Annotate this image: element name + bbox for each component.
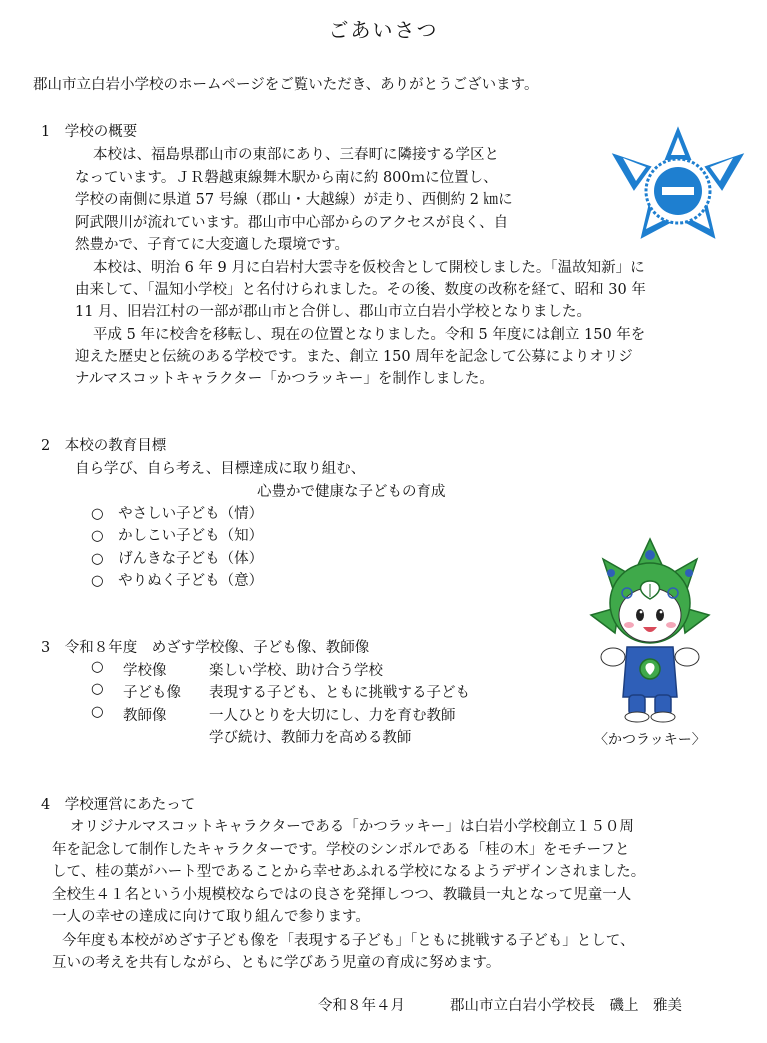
sec1-line: 然豊かで、子育てに大変適した環境です。 (75, 237, 350, 253)
sec1-line: ナルマスコットキャラクター「かつラッキー」を制作しました。 (75, 371, 494, 387)
vision-label: 教師像 (123, 708, 167, 724)
mascot-caption: 〈かつラッキー〉 (594, 732, 706, 748)
vision-bullet: ○ (91, 681, 104, 697)
vision-text: 表現する子ども、ともに挑戦する子ども (209, 685, 470, 701)
school-emblem-icon (606, 125, 750, 243)
sec4-line: 全校生４１名という小規模校ならではの良さを発揮しつつ、教職員一丸となって児童一人 (52, 887, 632, 903)
vision-text: 一人ひとりを大切にし、力を育む教師 (209, 708, 456, 724)
vision-text: 楽しい学校、助け合う学校 (209, 663, 383, 679)
page-title: ごあいさつ (328, 18, 439, 42)
sec1-line: なっています。ＪＲ磐越東線舞木駅から南に約 800ｍに位置し、 (75, 170, 498, 186)
vision-text-extra: 学び続け、教師力を高める教師 (209, 730, 412, 746)
section-1-heading: 1 学校の概要 (41, 124, 138, 140)
sec1-line: 迎えた歴史と伝統のある学校です。また、創立 150 周年を記念して公募によりオリジ (75, 349, 633, 365)
sec1-line: 本校は、福島県郡山市の東部にあり、三春町に隣接する学区と (93, 147, 499, 163)
sec1-line: 平成 5 年に校舎を移転し、現在の位置となりました。令和 5 年度には創立 150 年を (93, 327, 646, 343)
goal-item: ○ やりぬく子ども（意） (91, 573, 264, 589)
vision-label: 子ども像 (123, 685, 181, 701)
section-4-heading: 4 学校運営にあたって (41, 797, 196, 813)
sec4-line: 今年度も本校がめざす子ども像を「表現する子ども」「ともに挑戦する子ども」として、 (62, 933, 635, 949)
signature-author: 郡山市立白岩小学校長 磯上 雅美 (450, 998, 682, 1014)
sec1-line: 11 月、旧岩江村の一部が郡山市と合併し、郡山市立白岩小学校となりました。 (75, 304, 592, 320)
goal-line-1: 自ら学び、自ら考え、目標達成に取り組む、 (75, 461, 366, 477)
sec1-line: 学校の南側に県道 57 号線（郡山・大越線）が走り、西側約 2 ㎞に (75, 192, 513, 208)
vision-bullet: ○ (91, 704, 104, 720)
goal-item: ○ やさしい子ども（情） (91, 506, 264, 522)
sec1-line: 本校は、明治 6 年 9 月に白岩村大雲寺を仮校舎として開校しました。「温故知新」に (93, 260, 645, 276)
sec4-line: 年を記念して制作したキャラクターです。学校のシンボルである「桂の木」をモチーフと (52, 842, 630, 858)
sec4-line: 互いの考えを共有しながら、ともに学びあう児童の育成に努めます。 (52, 955, 501, 971)
intro-text: 郡山市立白岩小学校のホームページをご覧いただき、ありがとうございます。 (33, 77, 539, 93)
sec1-line: 阿武隈川が流れています。郡山市中心部からのアクセスが良く、自 (75, 215, 509, 231)
sec1-line: 由来して、「温知小学校」と名付けられました。その後、数度の改称を経て、昭和 30 年 (75, 282, 646, 298)
section-2-heading: 2 本校の教育目標 (41, 438, 167, 454)
section-3-heading: 3 令和８年度 めざす学校像、子ども像、教師像 (41, 640, 370, 656)
vision-bullet: ○ (91, 659, 104, 675)
sec4-line: 一人の幸せの達成に向けて取り組んで参ります。 (52, 909, 370, 925)
mascot-katsulucky-icon (585, 537, 715, 723)
sec4-line: オリジナルマスコットキャラクターである「かつラッキー」は白岩小学校創立１５０周 (70, 819, 634, 835)
goal-item: ○ げんきな子ども（体） (91, 551, 264, 567)
goal-line-2: 心豊かで健康な子どもの育成 (257, 484, 446, 500)
goal-item: ○ かしこい子ども（知） (91, 528, 264, 544)
signature-date: 令和８年４月 (318, 998, 405, 1014)
sec4-line: して、桂の葉がハート型であることから幸せあふれる学校になるようデザインされました。 (52, 864, 646, 880)
vision-label: 学校像 (123, 663, 167, 679)
